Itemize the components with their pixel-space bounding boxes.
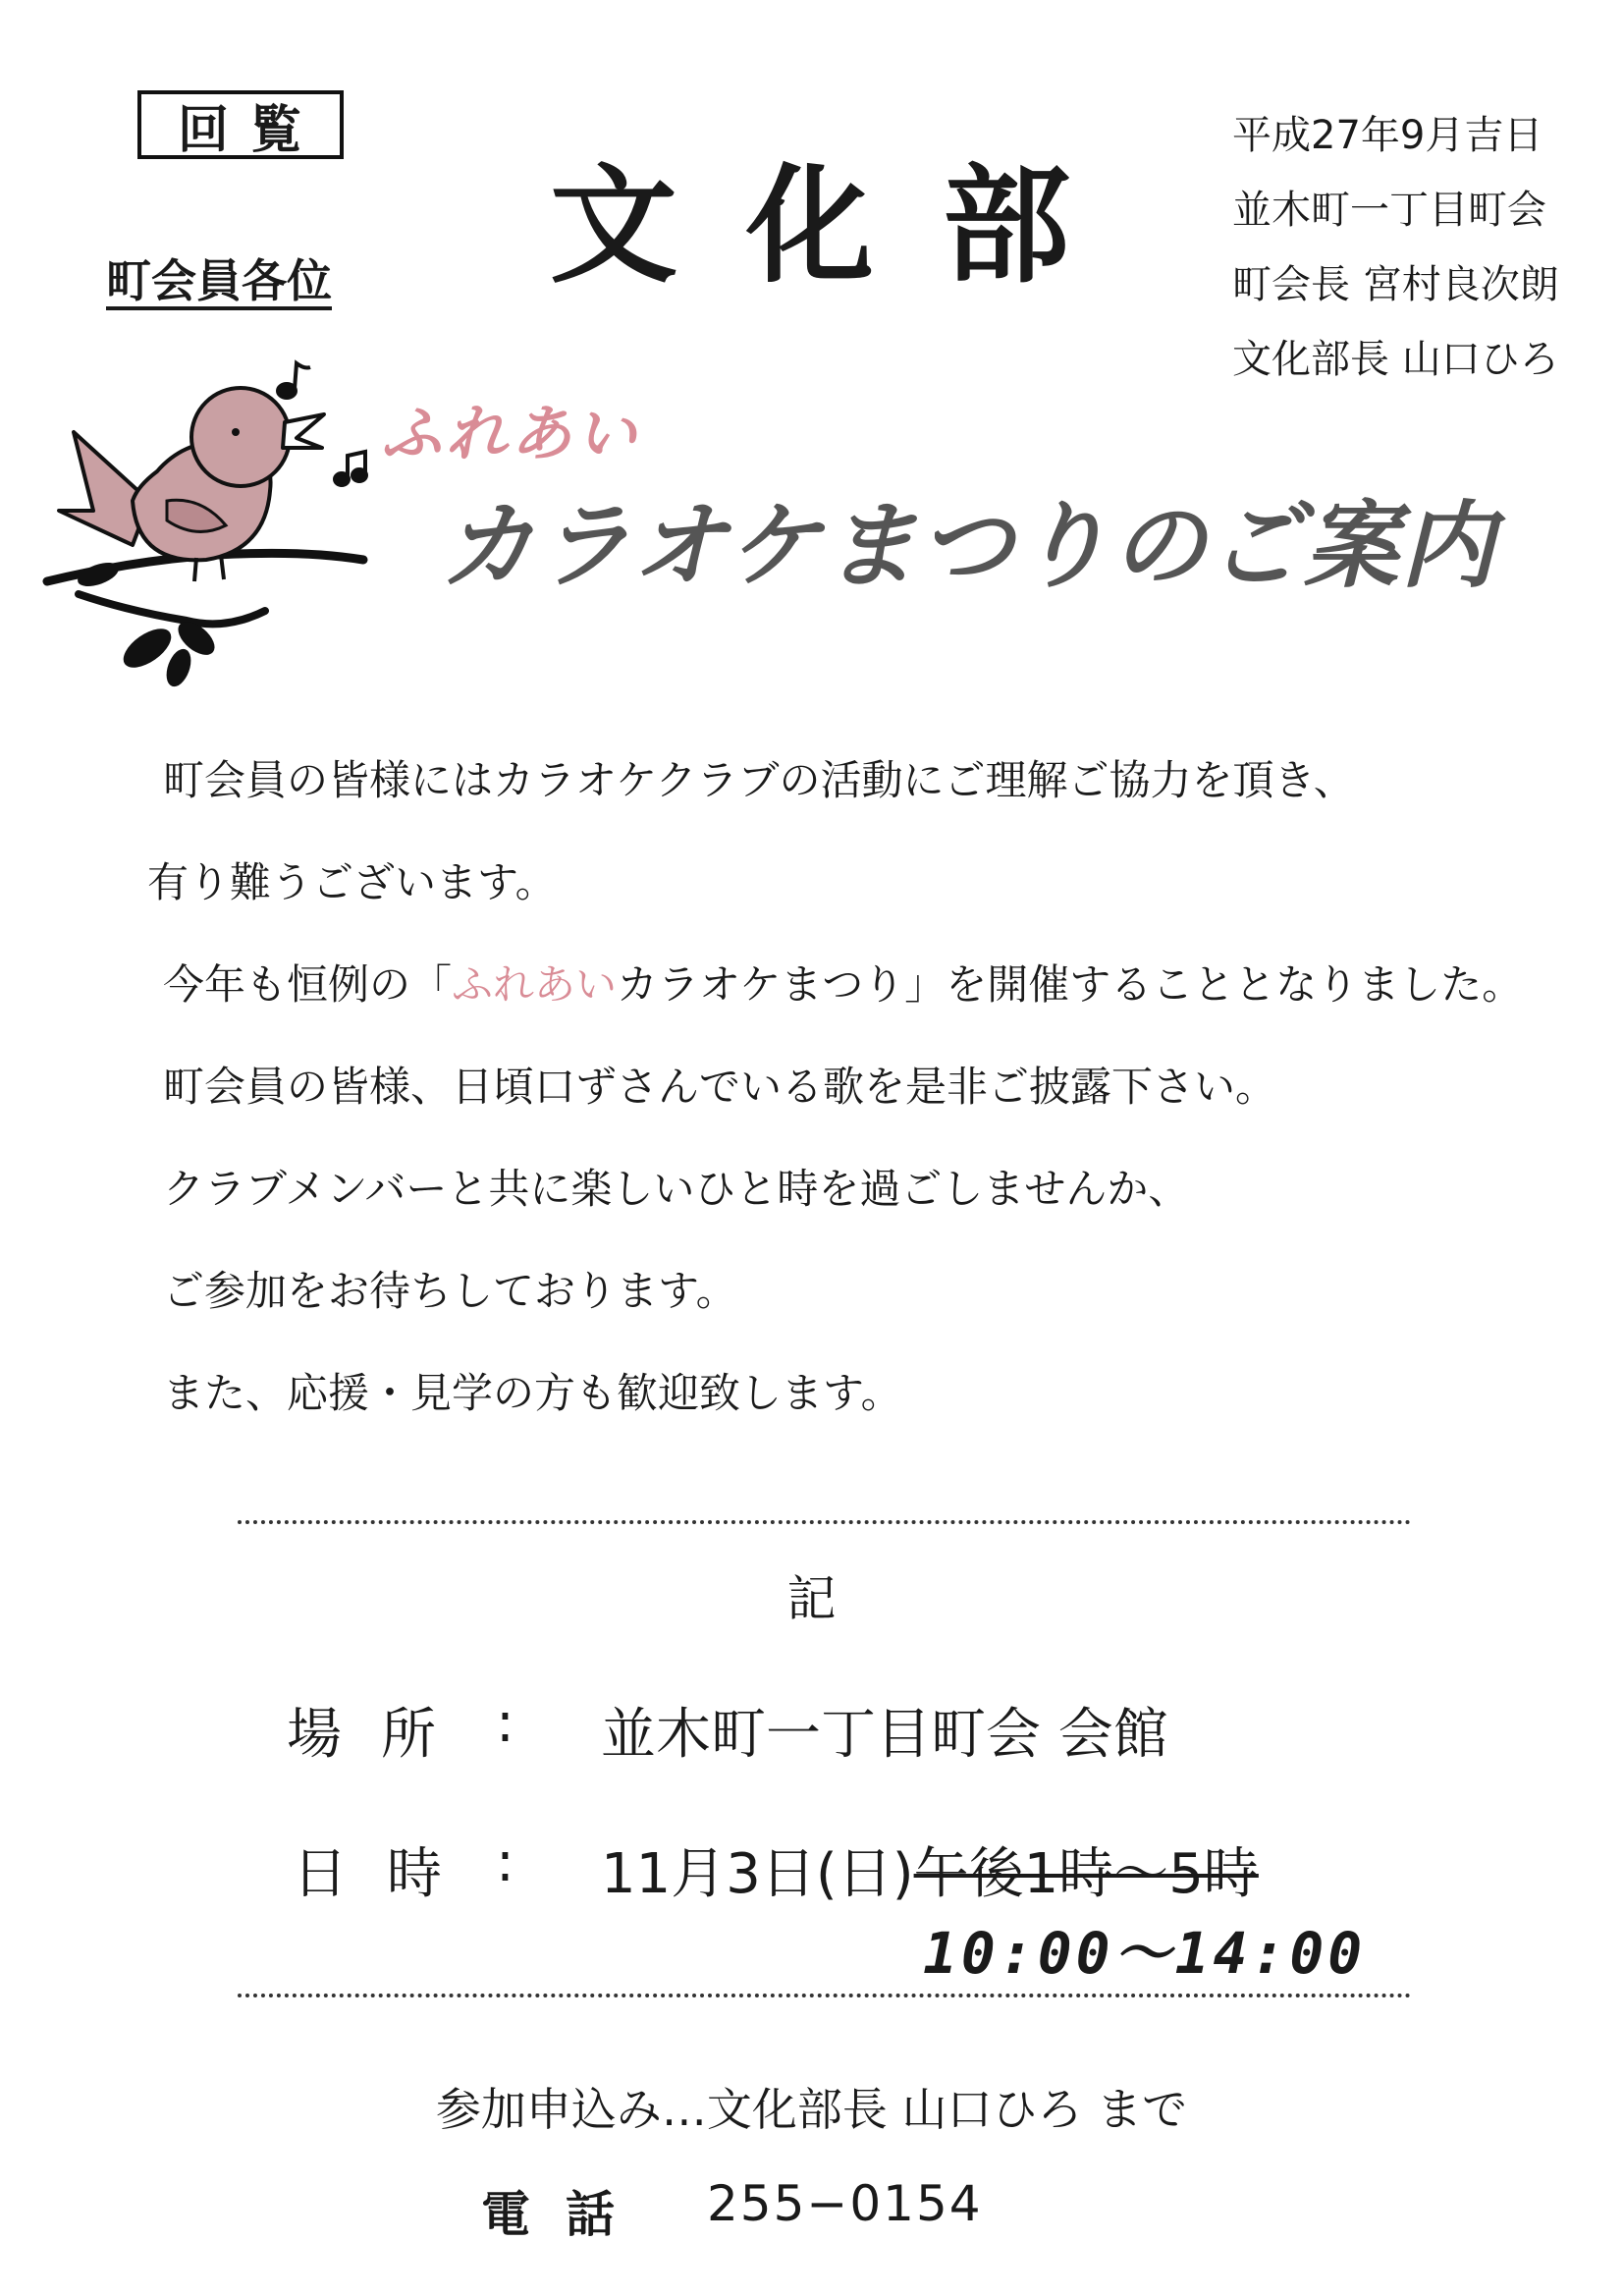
circulation-stamp xyxy=(137,90,344,159)
body-text xyxy=(147,746,1542,1461)
singing-bird-illustration xyxy=(39,354,373,692)
body-line: 有り難うございます。 xyxy=(147,858,557,906)
sender-block xyxy=(1232,98,1559,397)
fureai-highlight: ふれあい xyxy=(452,960,618,1009)
chairman-name: 町会長 宮村良次朗 xyxy=(1232,262,1559,307)
application-info: 参加申込み…文化部長 山口ひろ まで xyxy=(435,2083,1188,2136)
body-line: 町会員の皆様、日頃口ずさんでいる歌を是非ご披露下さい。 xyxy=(163,1063,1277,1111)
body-line: 町会員の皆様にはカラオケクラブの活動にご理解ご協力を頂き、 xyxy=(163,756,1355,804)
body-line: クラブメンバーと共に楽しいひと時を過ごしませんか、 xyxy=(163,1165,1190,1213)
body-line xyxy=(147,951,1542,1053)
body-line-part: カラオケまつり」を開催することとなりました。 xyxy=(617,960,1524,1009)
divider xyxy=(238,1520,1411,1524)
headline-title: カラオケまつりのご案内 xyxy=(440,491,1497,601)
body-line: ご参加をお待ちしております。 xyxy=(163,1267,737,1315)
addressee: 町会員各位 xyxy=(106,254,332,307)
organization-name: 並木町一丁目町会 xyxy=(1232,188,1546,233)
place-value: 並木町一丁目町会 会館 xyxy=(601,1703,1168,1767)
place-label: 場所 xyxy=(287,1703,475,1767)
cancelled-time: 午後1時〜5時 xyxy=(913,1842,1259,1906)
phone-number: 255−0154 xyxy=(707,2175,983,2232)
datetime-value xyxy=(601,1831,1259,1909)
colon: : xyxy=(496,1691,514,1755)
datetime-label: 日時 xyxy=(293,1842,481,1906)
colon: : xyxy=(496,1831,514,1894)
music-note-icon xyxy=(335,452,366,485)
headline-prefix: ふれあい xyxy=(381,398,641,469)
body-line: また、応援・見学の方も歓迎致します。 xyxy=(163,1369,902,1417)
issue-date: 平成27年9月吉日 xyxy=(1232,113,1543,158)
circulation-label: 回覧 xyxy=(177,100,323,160)
phone-label: 電話 xyxy=(481,2186,650,2243)
department-title: 文化部 xyxy=(550,151,1140,301)
ki-heading: 記 xyxy=(786,1570,837,1627)
corrected-time: 10:00〜14:00 xyxy=(923,1920,1367,1987)
music-note-icon xyxy=(278,363,310,398)
event-date: 11月3日(日) xyxy=(601,1842,914,1906)
body-line-part: 今年も恒例の「 xyxy=(163,960,453,1009)
divider xyxy=(238,1994,1411,1997)
department-head-name: 文化部長 山口ひろ xyxy=(1232,337,1559,382)
